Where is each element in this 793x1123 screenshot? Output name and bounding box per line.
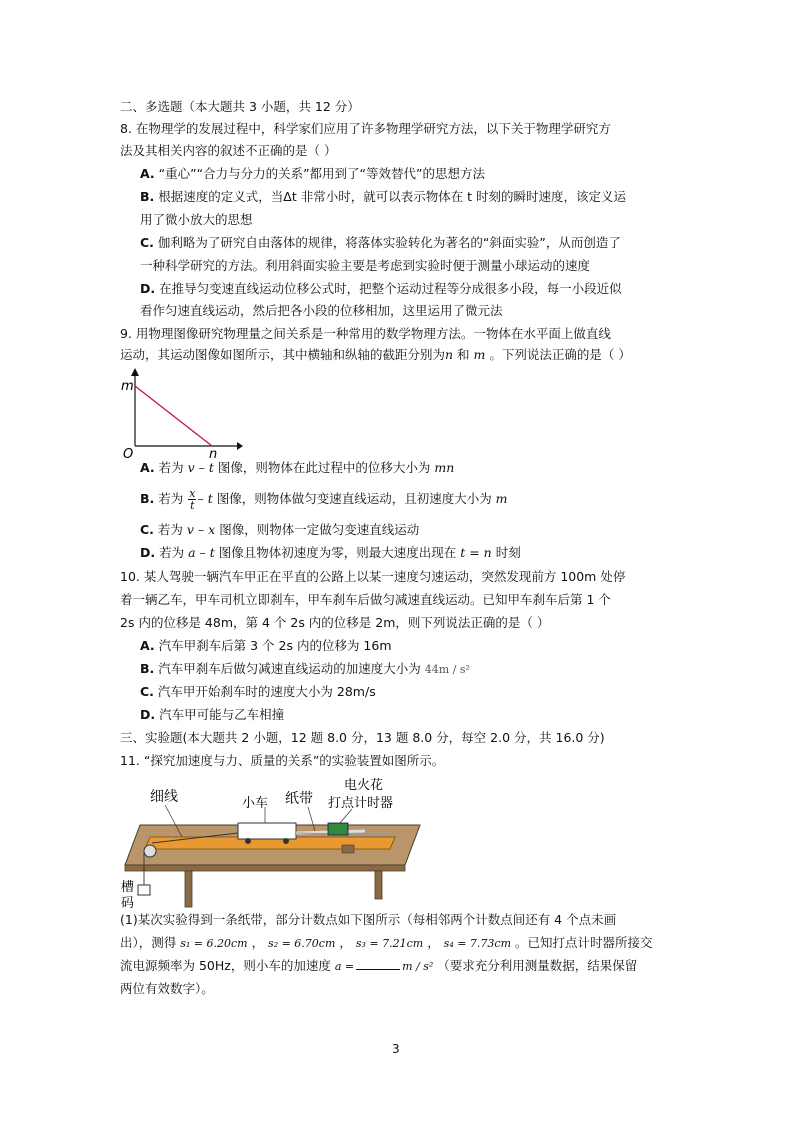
q10-option-a (140, 637, 392, 655)
option-label: D. (140, 545, 156, 560)
page-number: 3 (392, 1042, 400, 1056)
answer-expr: m (495, 491, 508, 506)
option-label: C. (140, 684, 154, 699)
measurement-s1: s₁ = 6.20cm (180, 937, 248, 950)
expr: – t (197, 491, 213, 506)
q10-option-d (140, 706, 284, 724)
question-9-stem: 9. 用物理图像研究物理量之间关系是一种常用的数学物理方法。一物体在水平面上做直线 (120, 326, 611, 341)
q8-option-d-cont: 看作匀速直线运动，然后把各小段的位移相加，这里运用了微元法 (140, 303, 503, 318)
q11-part1: (1)某次实验得到一条纸带，部分计数点如下图所示（每相邻两个计数点间还有 4 个点未画 (120, 912, 617, 927)
q8-option-b-cont: 用了微小放大的思想 (140, 212, 253, 227)
option-text: 若为 (157, 522, 187, 537)
option-text: “重心”“合力与分力的关系”都用到了“等效替代”的思想方法 (158, 166, 485, 181)
option-text: 根据速度的定义式，当Δt 非常小时，就可以表示物体在 t 时刻的瞬时速度，该定义运 (158, 189, 627, 204)
option-text: 汽车甲可能与乙车相撞 (159, 707, 285, 722)
option-text: 在推导匀变速直线运动位移公式时，把整个运动过程等分成很多小段，每一小段近似 (159, 281, 622, 296)
question-10-stem-cont: 着一辆乙车，甲车司机立即刹车，甲车刹车后做匀减速直线运动。已知甲车刹车后第 1 个 (120, 592, 611, 607)
measurement-s4: s₄ = 7.73cm (443, 937, 512, 950)
q8-option-c-cont: 一种科学研究的方法。利用斜面实验主要是考虑到实验时便于测量小球运动的速度 (140, 258, 591, 273)
label-hook-1: 槽 (121, 880, 135, 895)
table-leg (375, 871, 382, 899)
pulley (144, 845, 156, 857)
option-label: D. (140, 707, 156, 722)
graph-line (135, 386, 212, 446)
accel-unit: m / s² (402, 960, 434, 973)
stem-text: 。下列说法正确的是（ ） (485, 347, 631, 362)
question-10-stem: 10. 某人驾驶一辆汽车甲正在平直的公路上以某一速度匀速运动，突然发现前方 100m 处停 (120, 569, 626, 584)
q8-option-d (140, 280, 622, 298)
text: （要求充分利用测量数据，结果保留 (437, 958, 638, 973)
option-label: B. (140, 189, 155, 204)
var-m: m (473, 347, 486, 362)
q8-option-b (140, 188, 626, 206)
table-leg (185, 871, 192, 907)
var-n: n (445, 347, 454, 362)
q9-option-c (140, 521, 419, 539)
option-label: B. (140, 661, 155, 676)
option-label: D. (140, 281, 156, 296)
label-string: 细线 (150, 789, 178, 805)
q11-part1-cont: 出），测得 s₁ = 6.20cm ， s₂ = 6.70cm ， s₃ = 7.21cm ， s₄ = 7.73cm 。已知打点计时器所接交 (120, 935, 653, 950)
stem-text: 运动，其运动图像如图所示，其中横轴和纵轴的截距分别为 (120, 347, 446, 362)
option-label: C. (140, 522, 154, 537)
q9-option-a (140, 459, 454, 477)
leader-line (340, 809, 352, 823)
option-label: A. (140, 460, 155, 475)
accel-var: a = (334, 960, 355, 973)
option-text: 图像且物体初速度为零，则最大速度出现在 (214, 545, 461, 560)
text: 。已知打点计时器所接交 (515, 935, 653, 950)
option-text: 伽利略为了研究自由落体的规律，将落体实验转化为著名的“斜面实验”，从而创造了 (157, 235, 621, 250)
section-heading: 二、多选题（本大题共 3 小题，共 12 分） (120, 99, 360, 114)
option-text: 若为 (158, 460, 188, 475)
origin-label: O (123, 447, 134, 460)
option-text: 若为 (159, 545, 189, 560)
label-timer-2: 打点计时器 (328, 796, 394, 811)
expr: v – x (186, 522, 216, 537)
x-axis-arrow (237, 442, 243, 450)
q11-part1-cont2 (120, 957, 637, 976)
answer-expr: mn (434, 460, 455, 475)
option-text: 汽车甲开始刹车时的速度大小为 28m/s (157, 684, 376, 699)
option-label: B. (140, 491, 155, 506)
q10-option-b (140, 660, 470, 679)
q9-option-d (140, 544, 521, 562)
spark-timer (328, 823, 348, 835)
expr: v – t (187, 460, 214, 475)
option-text: 时刻 (491, 545, 521, 560)
cart (238, 823, 296, 839)
numerator: x (189, 487, 196, 500)
question-8-stem-cont: 法及其相关内容的叙述不正确的是（ ） (120, 143, 337, 158)
q10-option-c (140, 683, 376, 701)
question-10-stem-cont2: 2s 内的位移是 48m，第 4 个 2s 内的位移是 2m，则下列说法正确的是（ ） (120, 615, 550, 630)
option-label: A. (140, 638, 155, 653)
option-text: 汽车甲刹车后做匀减速直线运动的加速度大小为 (158, 661, 425, 676)
q9-option-b (140, 488, 508, 511)
option-text: 若为 (158, 491, 188, 506)
option-text: 图像，则物体一定做匀变速直线运动 (215, 522, 420, 537)
q8-option-c (140, 234, 621, 252)
question-9-stem-cont (120, 346, 631, 364)
accel-value: 44m / s² (424, 663, 470, 676)
option-text: 图像，则物体做匀变速直线运动，且初速度大小为 (212, 491, 496, 506)
answer-expr: t = n (460, 545, 492, 560)
answer-blank[interactable] (356, 957, 400, 970)
option-label: C. (140, 235, 154, 250)
fraction (188, 488, 196, 511)
label-cart: 小车 (242, 796, 269, 811)
option-text: 图像，则物体在此过程中的位移大小为 (213, 460, 435, 475)
y-axis-arrow (131, 368, 139, 376)
denominator: t (190, 499, 195, 512)
question-8-stem: 8. 在物理学的发展过程中，科学家们应用了许多物理学研究方法，以下关于物理学研究方 (120, 121, 611, 136)
label-timer-1: 电火花 (344, 778, 384, 793)
motion-graph (115, 368, 245, 460)
question-11-stem: 11. “探究加速度与力、质量的关系”的实验装置如图所示。 (120, 753, 445, 768)
table-edge (125, 865, 405, 871)
label-hook-2: 码 (121, 896, 135, 910)
timer-block (342, 845, 354, 853)
cart-wheel (283, 838, 289, 844)
section-heading: 三、实验题(本大题共 2 小题，12 题 8.0 分，13 题 8.0 分，每空 2.0 分，共 16.0 分) (120, 730, 605, 745)
measurement-s3: s₃ = 7.21cm (355, 937, 424, 950)
cart-wheel (245, 838, 251, 844)
q11-part1-cont3: 两位有效数字）。 (120, 981, 214, 996)
expr: a – t (188, 545, 215, 560)
text: 出），测得 (120, 935, 181, 950)
y-intercept-label: m (121, 379, 134, 394)
apparatus-figure (120, 775, 430, 910)
option-text: 汽车甲刹车后第 3 个 2s 内的位移为 16m (158, 638, 392, 653)
x-intercept-label: n (209, 447, 218, 460)
stem-text: 和 (453, 347, 474, 362)
label-tape: 纸带 (285, 791, 313, 807)
text: 流电源频率为 50Hz，则小车的加速度 (120, 958, 335, 973)
option-label: A. (140, 166, 155, 181)
measurement-s2: s₂ = 6.70cm (268, 937, 336, 950)
weight-hanger (138, 885, 150, 895)
q8-option-a (140, 165, 485, 183)
